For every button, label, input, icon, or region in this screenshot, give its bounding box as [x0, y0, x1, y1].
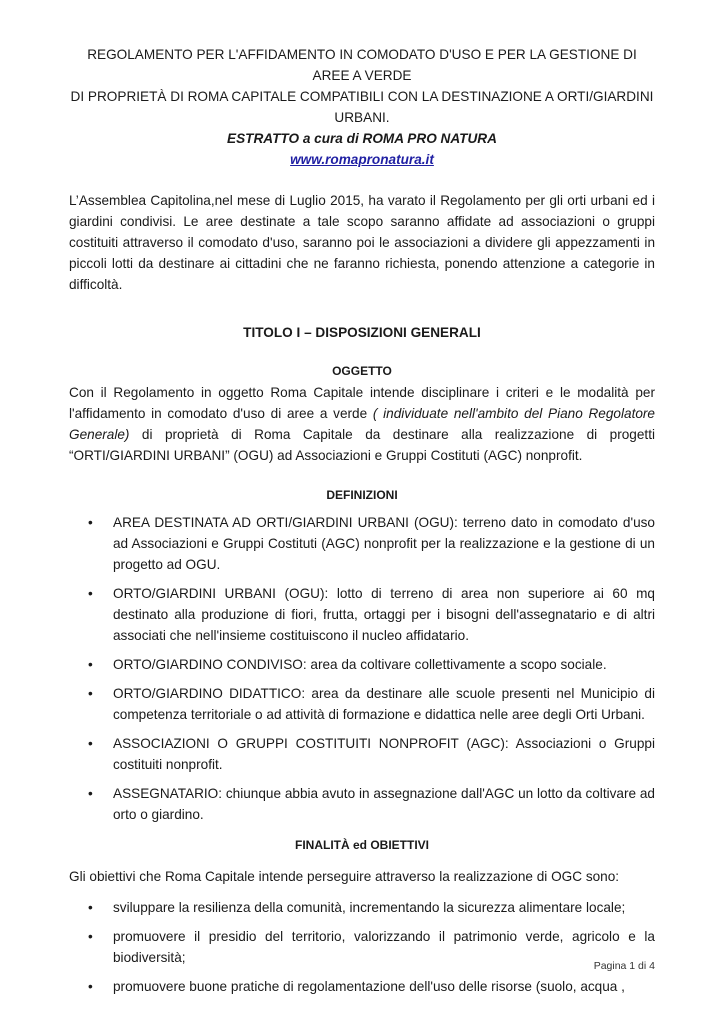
list-item-text: AREA DESTINATA AD ORTI/GIARDINI URBANI (OGU): terreno dato in comodato d'uso ad Associazioni e Gruppi Costituti (AGC) nonprofit per la realizzazione e la gestione di un progetto ad OGU.	[113, 515, 655, 572]
document-title-line-2: DI PROPRIETÀ DI ROMA CAPITALE COMPATIBILI CON LA DESTINAZIONE A ORTI/GIARDINI URBANI.	[70, 89, 654, 125]
oggetto-text-after: di proprietà di Roma Capitale da destinare alla realizzazione di progetti “ORTI/GIARDINI URBANI” (OGU) ad Associazioni e Gruppi Costituti (AGC) nonprofit.	[69, 427, 655, 463]
page-number: Pagina 1 di 4	[593, 960, 655, 972]
bullet-icon: •	[88, 929, 93, 944]
list-item	[69, 683, 655, 725]
bullet-icon: •	[88, 979, 93, 994]
list-item-text: promuovere il presidio del territorio, valorizzando il patrimonio verde, agricolo e la biodiversità;	[113, 929, 655, 965]
list-item-text: ASSOCIAZIONI O GRUPPI COSTITUITI NONPROFIT (AGC): Associazioni o Gruppi costituiti nonprofit.	[113, 736, 655, 772]
list-item-text: ORTO/GIARDINI URBANI (OGU): lotto di terreno di area non superiore ai 60 mq destinato alla produzione di fiori, frutta, ortaggi per i bisogni dell'assegnatario e di altri associati che nell'insieme costituiscono il nucleo affidatario.	[113, 586, 655, 643]
list-item	[69, 583, 655, 646]
bullet-icon: •	[88, 657, 93, 672]
list-item-text: ASSEGNATARIO: chiunque abbia avuto in assegnazione dall'AGC un lotto da coltivare ad orto o giardino.	[113, 786, 655, 822]
list-item-text: ORTO/GIARDINO DIDATTICO: area da destinare alle scuole presenti nel Municipio di competenza territoriale o ad attività di formazione e didattica nelle aree degli Orti Urbani.	[113, 686, 655, 722]
oggetto-text-italic: ( individuate nell'ambito del Piano Regolatore Generale)	[69, 406, 655, 442]
bullet-icon: •	[88, 586, 93, 601]
bullet-icon: •	[88, 515, 93, 530]
list-item-text: ORTO/GIARDINO CONDIVISO: area da coltivare collettivamente a scopo sociale.	[113, 657, 607, 672]
list-item	[69, 733, 655, 775]
finalita-heading: FINALITÀ ed OBIETTIVI	[295, 838, 429, 852]
document-title-line-1: REGOLAMENTO PER L'AFFIDAMENTO IN COMODATO D'USO E PER LA GESTIONE DI AREE A VERDE	[87, 47, 637, 83]
website-link-line	[69, 149, 655, 170]
document-subtitle: ESTRATTO a cura di ROMA PRO NATURA	[227, 131, 497, 146]
definizioni-list	[69, 512, 655, 825]
list-item-text: sviluppare la resilienza della comunità, incrementando la sicurezza alimentare locale;	[113, 900, 626, 915]
definizioni-heading: DEFINIZIONI	[326, 488, 398, 502]
list-item	[69, 512, 655, 575]
list-item	[69, 783, 655, 825]
oggetto-heading: OGGETTO	[332, 364, 392, 378]
oggetto-text-before: Con il Regolamento in oggetto Roma Capitale intende disciplinare i criteri e le modalità per l'affidamento in comodato d'uso di aree a verde	[69, 385, 655, 421]
finalita-list	[69, 897, 655, 997]
bullet-icon: •	[88, 786, 93, 801]
bullet-icon: •	[88, 686, 93, 701]
intro-paragraph: L’Assemblea Capitolina,nel mese di Luglio 2015, ha varato il Regolamento per gli orti urbani ed i giardini condivisi. Le aree destinate a tale scopo saranno affidate ad associazioni o gruppi costituiti attraverso il comodato d'uso, saranno poi le associazioni a dividere gli appezzamenti in piccoli lotti da destinare ai cittadini che ne faranno richiesta, ponendo attenzione a categorie in difficoltà.	[69, 193, 655, 292]
oggetto-paragraph	[69, 382, 655, 466]
bullet-icon: •	[88, 900, 93, 915]
list-item	[69, 897, 655, 918]
finalita-intro: Gli obiettivi che Roma Capitale intende perseguire attraverso la realizzazione di OGC sono:	[69, 869, 620, 884]
document-body	[69, 44, 655, 1005]
list-item	[69, 654, 655, 675]
list-item-text: promuovere buone pratiche di regolamentazione dell'uso delle risorse (suolo, acqua ,	[113, 979, 625, 994]
list-item	[69, 976, 655, 997]
website-link[interactable]: www.romapronatura.it	[290, 152, 434, 167]
bullet-icon: •	[88, 736, 93, 751]
list-item	[69, 926, 655, 968]
section-title: TITOLO I – DISPOSIZIONI GENERALI	[243, 325, 481, 340]
